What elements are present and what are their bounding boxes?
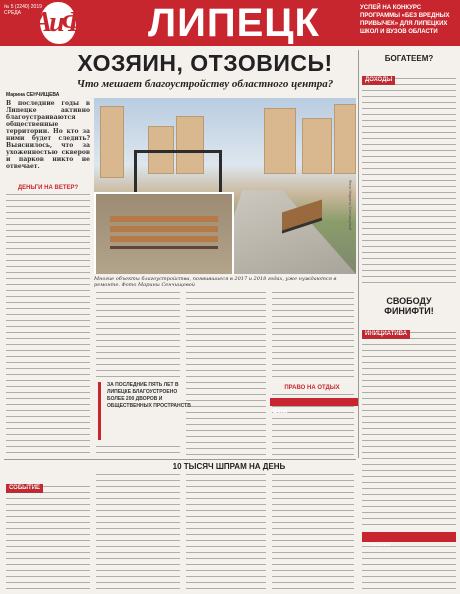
photo-credit: Фото Марины Сенчищевой	[348, 180, 353, 231]
section-label: ДОХОДЫ	[362, 76, 395, 85]
section-heading-1: ДЕНЬГИ НА ВЕТЕР?	[17, 185, 79, 191]
article-body-column-3	[186, 292, 266, 458]
main-subheadline: Что мешает благоустройству областного центра?	[76, 78, 334, 90]
section-heading-2: ПРАВО НА ОТДЫХ	[284, 385, 340, 391]
section-label: Справка	[365, 543, 390, 549]
bottom-column-4	[272, 474, 354, 590]
sidebar-title: БОГАТЕЕМ?	[384, 54, 434, 63]
sidebar-title-2: СВОБОДУ ФИНИФТИ!	[384, 296, 434, 316]
section-label: СОБЫТИЕ	[6, 484, 43, 493]
article-body-column-2	[96, 292, 180, 378]
sidebar-text-3	[362, 546, 456, 590]
bottom-column-3	[186, 474, 266, 590]
newspaper-logo	[33, 2, 83, 44]
byline: Марина СЕНЧИЩЕВА	[6, 92, 60, 98]
bottom-headline: 10 ТЫСЯЧ ШПРАМ НА ДЕНЬ	[172, 462, 286, 471]
article-body-column-4	[272, 292, 354, 382]
sidebar-text-2	[362, 332, 456, 528]
bottom-column-2	[96, 474, 180, 590]
milestones-bar	[270, 398, 358, 415]
section-label: Вехи	[273, 409, 288, 415]
reference-bar	[362, 532, 456, 549]
bottom-column-1	[6, 486, 90, 590]
issue-info: № 5 (2240) 2019 СРЕДА	[4, 4, 42, 16]
pull-quote: ЗА ПОСЛЕДНИЕ ПЯТЬ ЛЕТ В ЛИПЕЦКЕ БЛАГОУСТРОЕНО БОЛЕЕ 200 ДВОРОВ И ОБЩЕСТВЕННЫХ ПРОСТРАНСТВ	[98, 382, 193, 440]
article-body-column-2b	[96, 446, 180, 458]
article-body-column-1	[6, 194, 90, 458]
edition-title: ЛИПЕЦК	[148, 1, 320, 45]
sidebar-text-1	[362, 78, 456, 288]
photo-caption: Многие объекты благоустройства, появившиеся в 2017 и 2018 годах, уже нуждаются в ремонте. Фото Марины Сенчищевой	[94, 276, 337, 288]
main-headline: ХОЗЯИН, ОТЗОВИСЬ!	[77, 50, 333, 76]
article-lede	[6, 100, 90, 182]
bench-inset-photo	[94, 192, 234, 274]
sidebar-divider	[358, 50, 359, 458]
lede-text: В последние годы в Липецке активно благоустраиваются общественные территории. Но кто за ними будет следить? Выяснилось, что за ухоженностью скверов и парков никто не отвечает.	[6, 100, 90, 170]
section-label: ИНИЦИАТИВА	[362, 330, 410, 339]
logo-text: АиФ	[33, 7, 83, 38]
bottom-divider	[4, 459, 356, 460]
article-photo	[94, 98, 356, 274]
promo-text: УСПЕЙ НА КОНКУРС ПРОГРАММЫ «БЕЗ ВРЕДНЫХ ПРИВЫЧЕК» ДЛЯ ЛИПЕЦКИХ ШКОЛ И ВУЗОВ ОБЛАСТИ	[360, 5, 450, 35]
